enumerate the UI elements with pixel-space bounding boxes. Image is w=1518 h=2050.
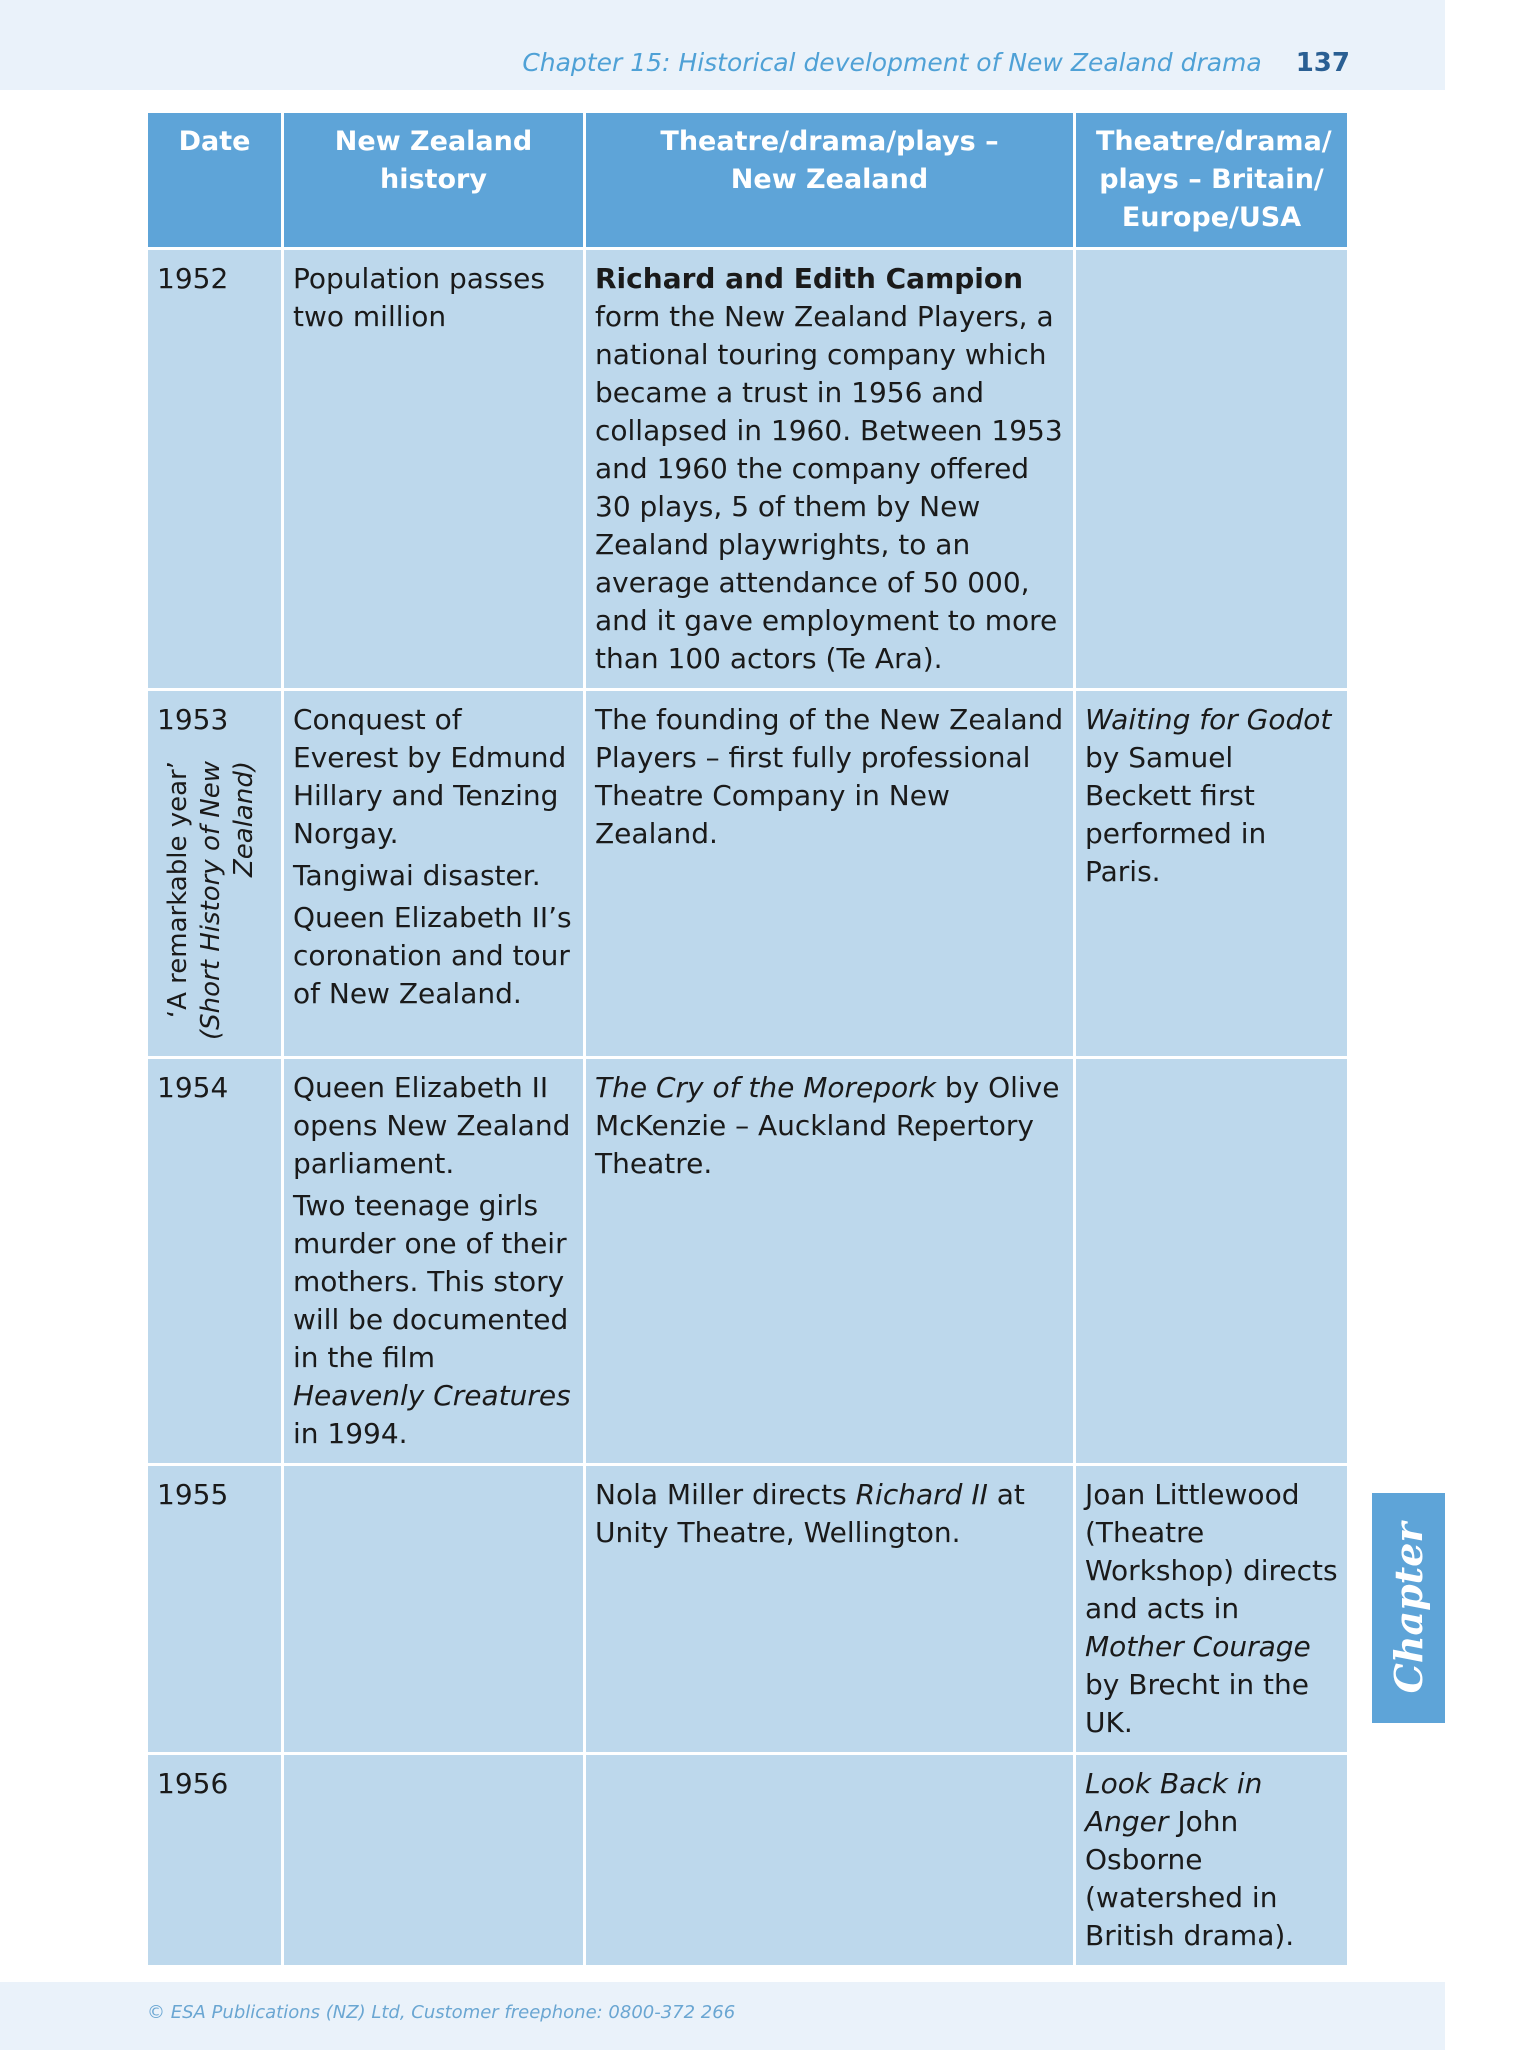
history-cell <box>283 249 585 690</box>
date-cell: 1954 <box>147 1058 283 1465</box>
table-row-1952 <box>147 249 1349 690</box>
littlewood-text-end: by Brecht in the UK. <box>1085 1668 1309 1739</box>
header-theatre-world <box>1075 112 1349 249</box>
date-cell <box>147 690 283 1058</box>
page-number: 137 <box>1295 48 1350 78</box>
footer-copyright: © ESA Publications (NZ) Ltd, Customer freephone: 0800-372 266 <box>147 2002 736 2023</box>
theatre-world-cell <box>1075 1754 1349 1967</box>
theatre-world-cell <box>1075 1058 1349 1465</box>
history-coronation: Queen Elizabeth II’s coronation and tour of New Zealand. <box>293 901 572 1010</box>
header-theatre-world-text: Theatre/drama/ plays – Britain/ Europe/USA <box>1096 126 1332 233</box>
morepork-text: by Olive McKenzie – Auckland Repertory Theatre. <box>595 1071 1060 1180</box>
date-text: 1953 <box>157 703 229 736</box>
table-row-1954 <box>147 1058 1349 1465</box>
theatre-nz-cell <box>585 249 1075 690</box>
date-cell: 1952 <box>147 249 283 690</box>
table-row-1953 <box>147 690 1349 1058</box>
richard-title: Richard II <box>855 1478 988 1511</box>
note-source: (Short History of New Zealand) <box>196 761 259 1040</box>
godot-text: by Samuel Beckett first performed in Paris. <box>1085 741 1267 888</box>
history-murder-end: in 1994. <box>293 1417 408 1450</box>
history-murder-text: Two teenage girls murder one of their mothers. This story will be documented in the film <box>293 1189 569 1374</box>
header-date: Date <box>147 112 283 249</box>
header-theatre-nz-text: Theatre/drama/plays – New Zealand <box>660 126 999 195</box>
history-cell <box>283 1465 585 1754</box>
header-nz-history: New Zealand history <box>283 112 585 249</box>
littlewood-text: Joan Littlewood (Theatre Workshop) directs and acts in <box>1085 1478 1338 1625</box>
theatre-world-cell <box>1075 690 1349 1058</box>
theatre-nz-cell <box>585 1465 1075 1754</box>
look-back-title: Look Back in Anger <box>1085 1767 1263 1838</box>
theatre-nz-cell <box>585 1754 1075 1967</box>
history-table <box>145 110 1350 1968</box>
date-cell: 1956 <box>147 1754 283 1967</box>
table-row-1956 <box>147 1754 1349 1967</box>
history-cell <box>283 1754 585 1967</box>
history-text: Population passes two million <box>293 262 545 333</box>
date-cell: 1955 <box>147 1465 283 1754</box>
theatre-nz-cell <box>585 690 1075 1058</box>
running-header <box>0 48 1350 78</box>
history-cell <box>283 1058 585 1465</box>
morepork-title: The Cry of the Morepork <box>595 1071 936 1104</box>
chapter-tab-label: Chapter 15 <box>1386 1522 1504 1694</box>
mother-courage-title: Mother Courage <box>1085 1630 1311 1663</box>
remarkable-year-note <box>162 761 259 1053</box>
table-row-1955 <box>147 1465 1349 1754</box>
history-murder <box>293 1187 574 1453</box>
history-cell <box>283 690 585 1058</box>
godot-title: Waiting for Godot <box>1085 703 1332 736</box>
theatre-nz-cell <box>585 1058 1075 1465</box>
history-tangiwai: Tangiwai disaster. <box>293 859 541 892</box>
header-row <box>147 112 1349 249</box>
chapter-side-tab <box>1372 1493 1504 1723</box>
note-quote: ‘A remarkable year’ <box>163 761 193 1019</box>
theatre-world-cell <box>1075 1465 1349 1754</box>
theatre-nz-text: The founding of the New Zealand Players – first fully professional Theatre Company in New Zealand. <box>595 703 1064 850</box>
theatre-world-cell <box>1075 249 1349 690</box>
chapter-title: Chapter 15: Historical development of New Zealand drama <box>522 48 1262 77</box>
nola-text: Nola Miller directs <box>595 1478 856 1511</box>
nola-text-end: at Unity Theatre, Wellington. <box>595 1478 1025 1549</box>
campion-text: form the New Zealand Players, a national touring company which became a trust in 1956 and collapsed in 1960. Between 1953 and 1960 the company offered 30 plays, 5 of them by New Zealand playwrights, to an average attendance of 50 000, and it gave employment to more than 100 actors (Te Ara). <box>595 300 1063 675</box>
history-everest: Conquest of Everest by Edmund Hillary and Tenzing Norgay. <box>293 703 567 850</box>
campion-heading: Richard and Edith Campion <box>595 262 1024 295</box>
header-theatre-nz <box>585 112 1075 249</box>
film-title: Heavenly Creatures <box>293 1379 571 1412</box>
history-parliament: Queen Elizabeth II opens New Zealand parliament. <box>293 1071 571 1180</box>
osborne-text: John Osborne (watershed in British drama). <box>1085 1805 1295 1952</box>
